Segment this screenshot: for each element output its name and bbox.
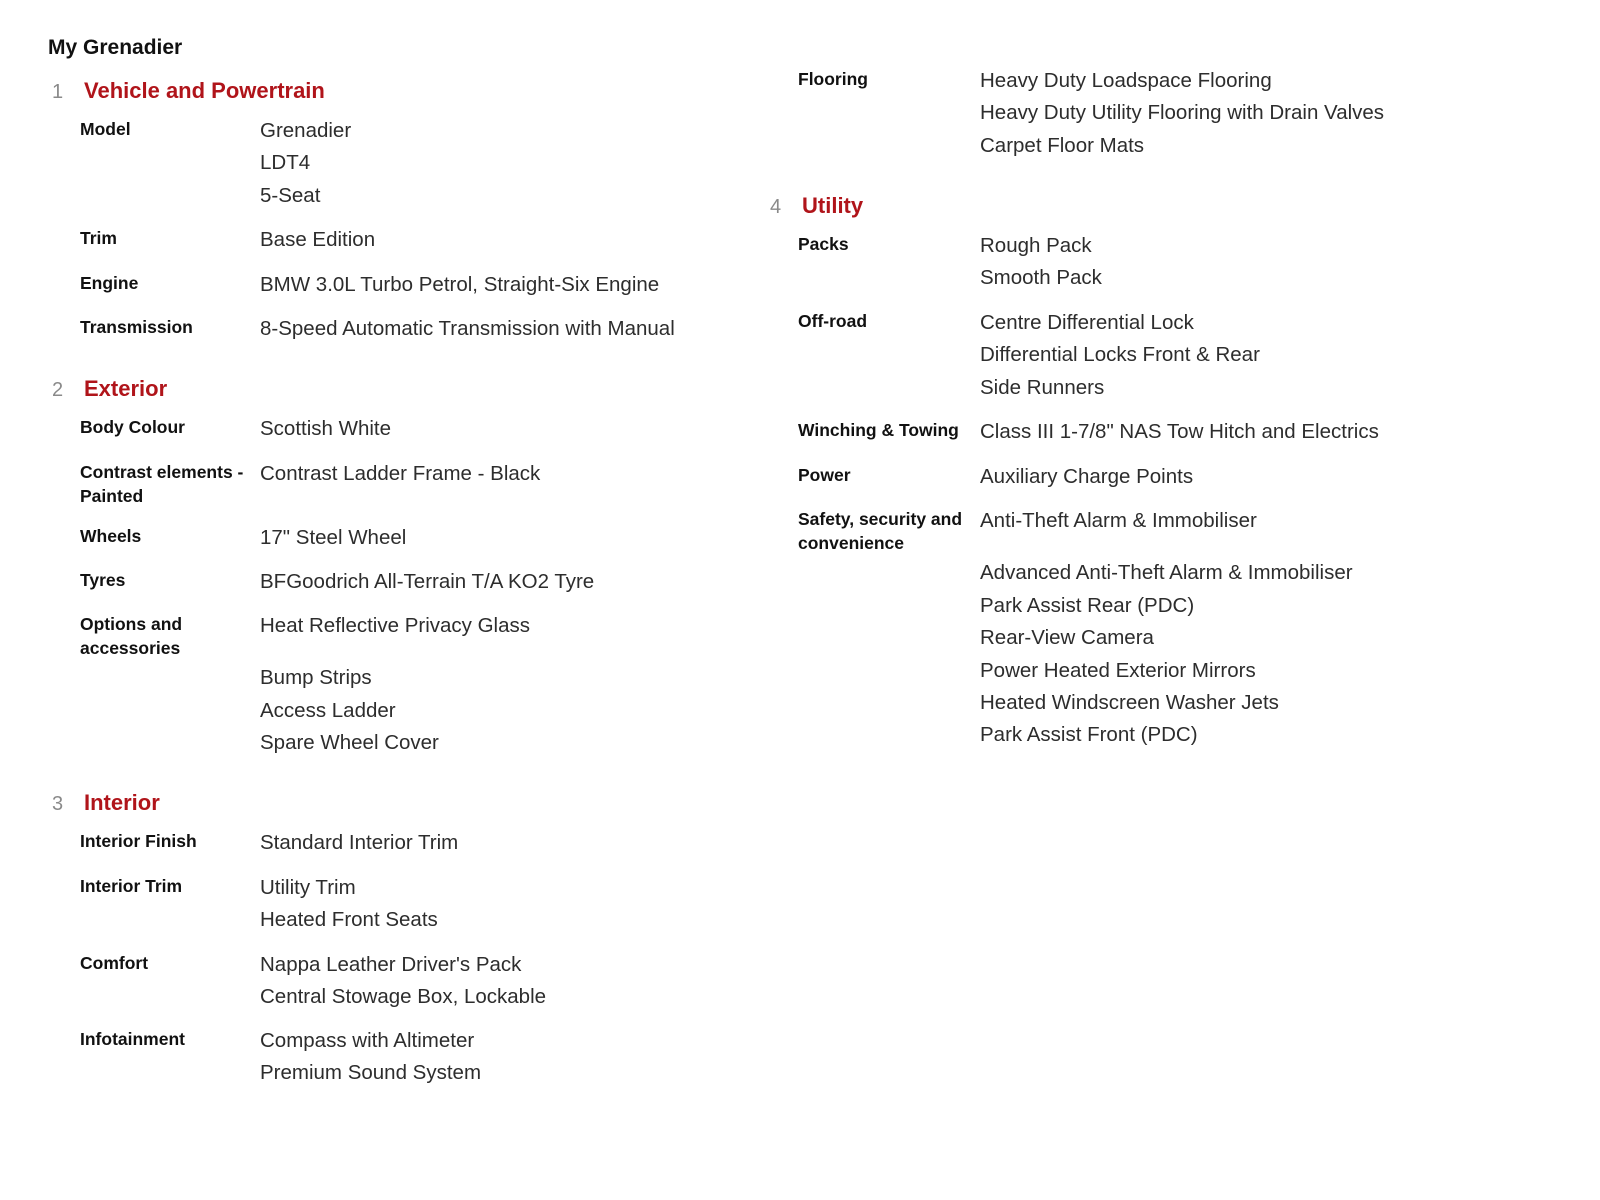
spec-row-transmission (80, 313, 675, 345)
spec-values (260, 413, 391, 445)
spec-values (260, 610, 530, 760)
section-heading-vehicle-and-powertrain (48, 78, 325, 104)
spec-value: Power Heated Exterior Mirrors (980, 658, 1256, 682)
spec-value: BFGoodrich All-Terrain T/A KO2 Tyre (260, 570, 595, 593)
spec-value: Heavy Duty Loadspace Flooring (980, 69, 1272, 92)
spec-values (260, 566, 594, 598)
section-number: 3 (52, 793, 64, 815)
section-number: 2 (52, 379, 64, 401)
spec-value: Auxiliary Charge Points (980, 465, 1194, 488)
spec-row-contrast-elements (80, 458, 540, 508)
spec-values (260, 115, 351, 212)
spec-row-packs (798, 230, 1102, 295)
spec-row-interior-trim (80, 872, 438, 937)
spec-value: Class III 1-7/8" NAS Tow Hitch and Electrics (980, 420, 1379, 443)
spec-row-engine (80, 269, 659, 301)
section-heading-exterior (48, 376, 167, 402)
spec-value: Anti-Theft Alarm & Immobiliser (980, 509, 1257, 532)
spec-value: Advanced Anti-Theft Alarm & Immobiliser (980, 561, 1353, 585)
section-number: 1 (52, 81, 64, 103)
spec-row-winching-and-towing (798, 416, 1379, 448)
spec-values (980, 461, 1193, 493)
spec-row-tyres (80, 566, 594, 598)
spec-value: Smooth Pack (980, 266, 1102, 290)
section-title: Utility (802, 193, 864, 218)
spec-values (260, 827, 458, 859)
spec-row-trim (80, 224, 375, 256)
spec-label: Interior Finish (80, 831, 197, 851)
spec-values (260, 313, 675, 345)
spec-values (260, 269, 659, 301)
spec-value: Compass with Altimeter (260, 1029, 475, 1052)
spec-label: Safety, security and convenience (798, 509, 963, 553)
spec-value: Park Assist Front (PDC) (980, 723, 1198, 747)
spec-values (980, 230, 1102, 295)
spec-value: Heated Front Seats (260, 908, 438, 932)
spec-label: Tyres (80, 570, 126, 590)
section-heading-interior (48, 790, 160, 816)
spec-value: Rear-View Camera (980, 626, 1154, 650)
spec-label: Power (798, 465, 851, 485)
spec-value: Base Edition (260, 228, 376, 251)
section-title: Vehicle and Powertrain (84, 78, 325, 103)
spec-values (980, 416, 1379, 448)
spec-row-model (80, 115, 351, 212)
spec-row-safety-security-convenience (798, 505, 1353, 752)
spec-values (260, 949, 546, 1014)
spec-value: Heavy Duty Utility Flooring with Drain Valves (980, 101, 1385, 125)
section-title: Exterior (84, 376, 168, 401)
spec-values (980, 307, 1260, 404)
spec-label: Infotainment (80, 1029, 185, 1049)
spec-value: Scottish White (260, 417, 392, 440)
spec-values (980, 505, 1353, 752)
spec-value: Carpet Floor Mats (980, 133, 1145, 157)
spec-label: Off-road (798, 311, 868, 331)
spec-values (260, 1025, 481, 1090)
page-title: My Grenadier (48, 36, 183, 59)
spec-row-comfort (80, 949, 546, 1014)
spec-label: Transmission (80, 317, 193, 337)
spec-label: Wheels (80, 526, 142, 546)
spec-value: Grenadier (260, 119, 352, 142)
spec-row-off-road (798, 307, 1260, 404)
spec-value: Park Assist Rear (PDC) (980, 593, 1195, 617)
spec-row-options-and-accessories (80, 610, 530, 760)
spec-value: Standard Interior Trim (260, 831, 459, 854)
spec-label: Trim (80, 228, 117, 248)
spec-value: 8-Speed Automatic Transmission with Manual (260, 317, 675, 340)
spec-value: Spare Wheel Cover (260, 731, 439, 755)
spec-row-body-colour (80, 413, 391, 445)
spec-value: Side Runners (980, 375, 1105, 399)
spec-value: Heated Windscreen Washer Jets (980, 691, 1279, 715)
spec-row-interior-finish (80, 827, 458, 859)
spec-value: 17" Steel Wheel (260, 526, 407, 549)
spec-value: Premium Sound System (260, 1061, 482, 1085)
spec-label: Interior Trim (80, 876, 183, 896)
spec-label: Model (80, 119, 131, 139)
section-number: 4 (770, 196, 782, 218)
spec-value: Rough Pack (980, 234, 1092, 257)
spec-value: Centre Differential Lock (980, 311, 1194, 334)
section-title: Interior (84, 790, 160, 815)
spec-value: Differential Locks Front & Rear (980, 343, 1260, 367)
spec-values (260, 522, 406, 554)
spec-label: Body Colour (80, 417, 185, 437)
spec-value: Nappa Leather Driver's Pack (260, 953, 522, 976)
spec-value: Bump Strips (260, 666, 372, 690)
spec-values (260, 224, 375, 256)
spec-value: BMW 3.0L Turbo Petrol, Straight-Six Engine (260, 273, 660, 296)
spec-row-infotainment (80, 1025, 481, 1090)
spec-value: Central Stowage Box, Lockable (260, 985, 547, 1009)
spec-label: Comfort (80, 953, 149, 973)
section-heading-utility (766, 193, 863, 219)
spec-label: Flooring (798, 69, 868, 89)
spec-value: Heat Reflective Privacy Glass (260, 614, 531, 637)
spec-label: Contrast elements - Painted (80, 462, 244, 506)
spec-row-wheels (80, 522, 406, 554)
spec-value: 5-Seat (260, 183, 321, 207)
spec-label: Packs (798, 234, 849, 254)
spec-value: Contrast Ladder Frame - Black (260, 462, 541, 485)
spec-row-flooring (798, 65, 1384, 162)
spec-label: Winching & Towing (798, 420, 959, 440)
spec-value: LDT4 (260, 151, 311, 175)
spec-value: Utility Trim (260, 876, 356, 899)
spec-values (980, 65, 1384, 162)
spec-values (260, 458, 540, 508)
spec-label: Options and accessories (80, 614, 183, 658)
spec-values (260, 872, 438, 937)
spec-value: Access Ladder (260, 698, 396, 722)
spec-label: Engine (80, 273, 139, 293)
spec-row-power (798, 461, 1193, 493)
